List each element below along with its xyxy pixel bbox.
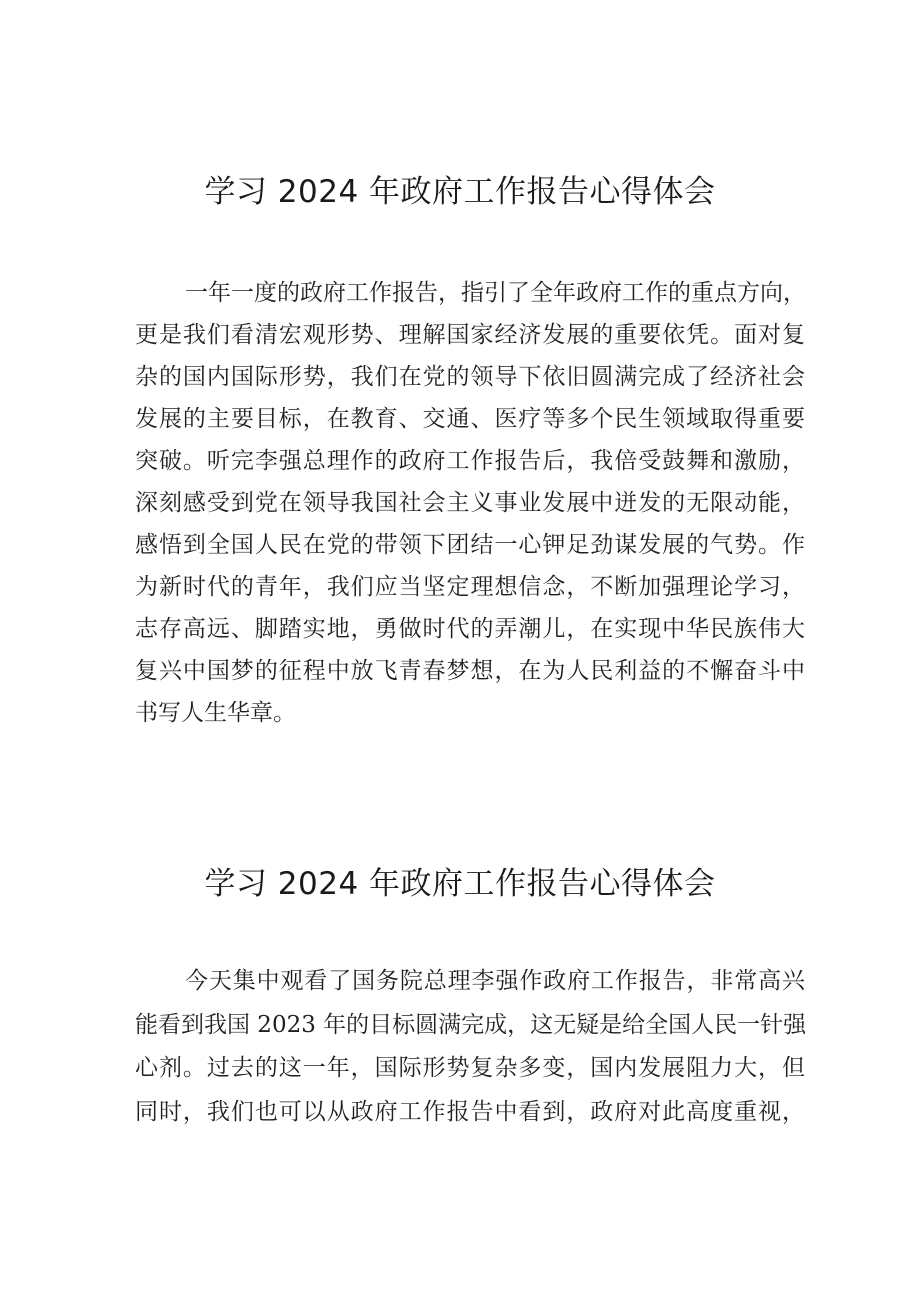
section-1-body: [135, 272, 805, 734]
body-line: 复兴中国梦的征程中放飞青春梦想，在为人民利益的不懈奋斗中: [135, 658, 805, 684]
body-line: 感悟到全国人民在党的带领下团结一心钾足劲谋发展的气势。作: [135, 532, 805, 558]
body-line: 今天集中观看了国务院总理李强作政府工作报告，非常高兴: [185, 968, 805, 994]
body-line: 更是我们看清宏观形势、理解国家经济发展的重要依凭。面对复: [135, 322, 805, 348]
body-line: 同时，我们也可以从政府工作报告中看到，政府对此高度重视，: [135, 1098, 805, 1125]
body-line: 突破。听完李强总理作的政府工作报告后，我倍受鼓舞和激励，: [135, 448, 805, 474]
body-line: 心剂。过去的这一年，国际形势复杂多变，国内发展阻力大，但: [135, 1055, 805, 1081]
body-line: 书写人生华章。: [135, 700, 296, 726]
body-line: 志存高远、脚踏实地，勇做时代的弄潮儿，在实现中华民族伟大: [135, 616, 805, 642]
section-2-title: 学习 2024 年政府工作报告心得体会: [204, 866, 716, 902]
body-line: 为新时代的青年，我们应当坚定理想信念，不断加强理论学习，: [135, 574, 805, 600]
body-line: 发展的主要目标，在教育、交通、医疗等多个民生领域取得重要: [135, 406, 805, 432]
body-line: 能看到我国 2023 年的目标圆满完成，这无疑是给全国人民一针强: [135, 1011, 807, 1038]
body-line: 杂的国内国际形势，我们在党的领导下依旧圆满完成了经济社会: [135, 364, 805, 390]
section-1-title: 学习 2024 年政府工作报告心得体会: [204, 174, 716, 210]
body-line: 深刻感受到党在领导我国社会主义事业发展中迸发的无限动能，: [135, 490, 805, 516]
body-line: 一年一度的政府工作报告，指引了全年政府工作的重点方向，: [185, 280, 806, 306]
section-2-body: [135, 960, 805, 1134]
